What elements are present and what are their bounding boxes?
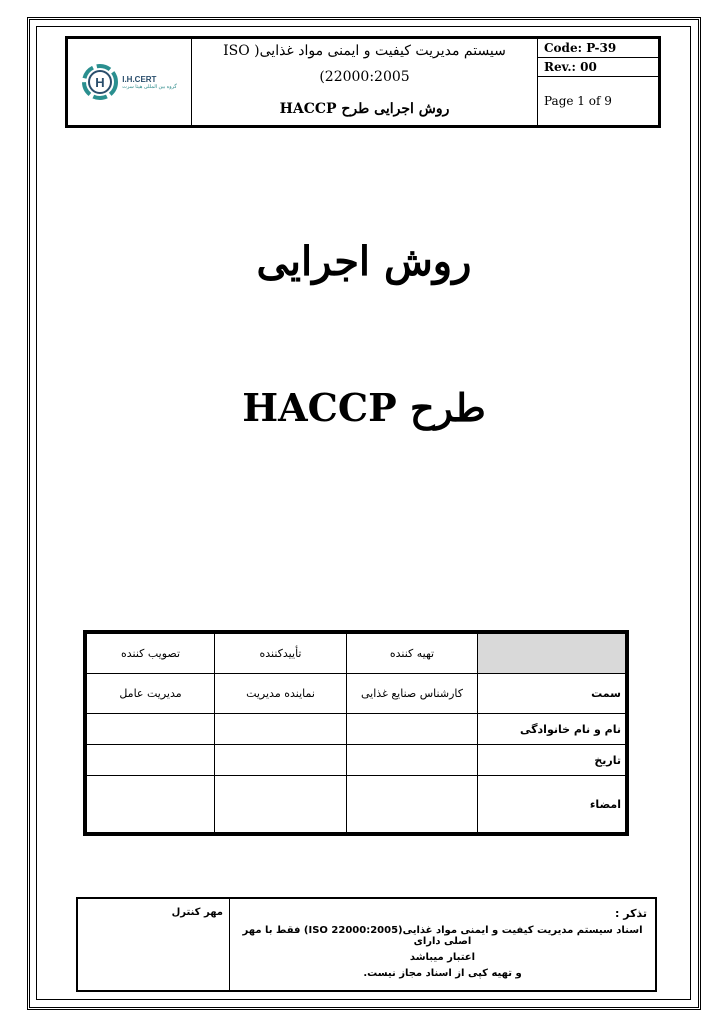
control-stamp-label: مهر کنترل	[171, 907, 223, 918]
row-label-signature: امضاء	[478, 776, 626, 833]
revision-number: Rev.: 00	[538, 58, 658, 77]
ihcert-logo-icon	[82, 64, 118, 100]
logo-name: I.H.CERT	[122, 74, 157, 84]
position-approved-by: مدیریت عامل	[87, 674, 215, 714]
note-line3: و تهیه کپی از اسناد مجاز نیست.	[363, 968, 522, 979]
page-number: Page 1 of 9	[544, 94, 612, 108]
note-label: تذکر :	[615, 907, 647, 920]
position-verified-by: نماینده مدیریت	[215, 674, 347, 714]
signature-verified-by[interactable]	[215, 776, 347, 833]
note-line2: اعتبار میباشد	[409, 952, 476, 963]
name-approved-by[interactable]	[87, 714, 215, 745]
table-row	[87, 714, 626, 745]
footer-box	[76, 897, 657, 992]
row-label-name: نام و نام خانوادگی	[478, 714, 626, 745]
date-prepared-by[interactable]	[347, 745, 478, 776]
sub-title: طرح HACCP	[242, 385, 486, 430]
company-logo	[82, 64, 177, 100]
approval-header-row	[87, 634, 626, 674]
header-title-cell	[192, 39, 538, 125]
main-title: روش اجرایی	[256, 238, 472, 285]
control-stamp-cell	[78, 899, 229, 990]
page-border-inner	[36, 26, 691, 1000]
name-verified-by[interactable]	[215, 714, 347, 745]
approval-table	[83, 630, 629, 836]
column-prepared-by: تهیه کننده	[347, 634, 478, 674]
table-row	[87, 776, 626, 833]
row-label-date: تاریخ	[478, 745, 626, 776]
position-prepared-by: کارشناس صنایع غذایی	[347, 674, 478, 714]
name-prepared-by[interactable]	[347, 714, 478, 745]
document-code: Code: P-39	[538, 39, 658, 58]
table-row	[87, 745, 626, 776]
logo-cell	[68, 39, 192, 125]
header-title-line1: سیستم مدیریت کیفیت و ایمنی مواد غذایی( ISO	[223, 43, 506, 59]
note-line1: اسناد سیستم مدیریت کیفیت و ایمنی مواد غذایی(ISO 22000:2005) فقط با مهر اصلی دارای	[242, 925, 643, 947]
header-title-line3: روش اجرایی طرح HACCP	[279, 101, 450, 117]
header-code-cell	[538, 39, 658, 125]
approval-corner-cell	[478, 634, 626, 674]
signature-approved-by[interactable]	[87, 776, 215, 833]
document-header	[65, 36, 661, 128]
footer-note	[229, 899, 655, 990]
date-approved-by[interactable]	[87, 745, 215, 776]
date-verified-by[interactable]	[215, 745, 347, 776]
svg-text:H: H	[95, 75, 105, 90]
header-title-line2: (22000:2005	[319, 69, 410, 85]
logo-subtitle: گروه بین المللی هیتا سرت	[122, 83, 177, 90]
table-row	[87, 674, 626, 714]
signature-prepared-by[interactable]	[347, 776, 478, 833]
column-approved-by: تصویب کننده	[87, 634, 215, 674]
column-verified-by: تأییدکننده	[215, 634, 347, 674]
row-label-position: سمت	[478, 674, 626, 714]
